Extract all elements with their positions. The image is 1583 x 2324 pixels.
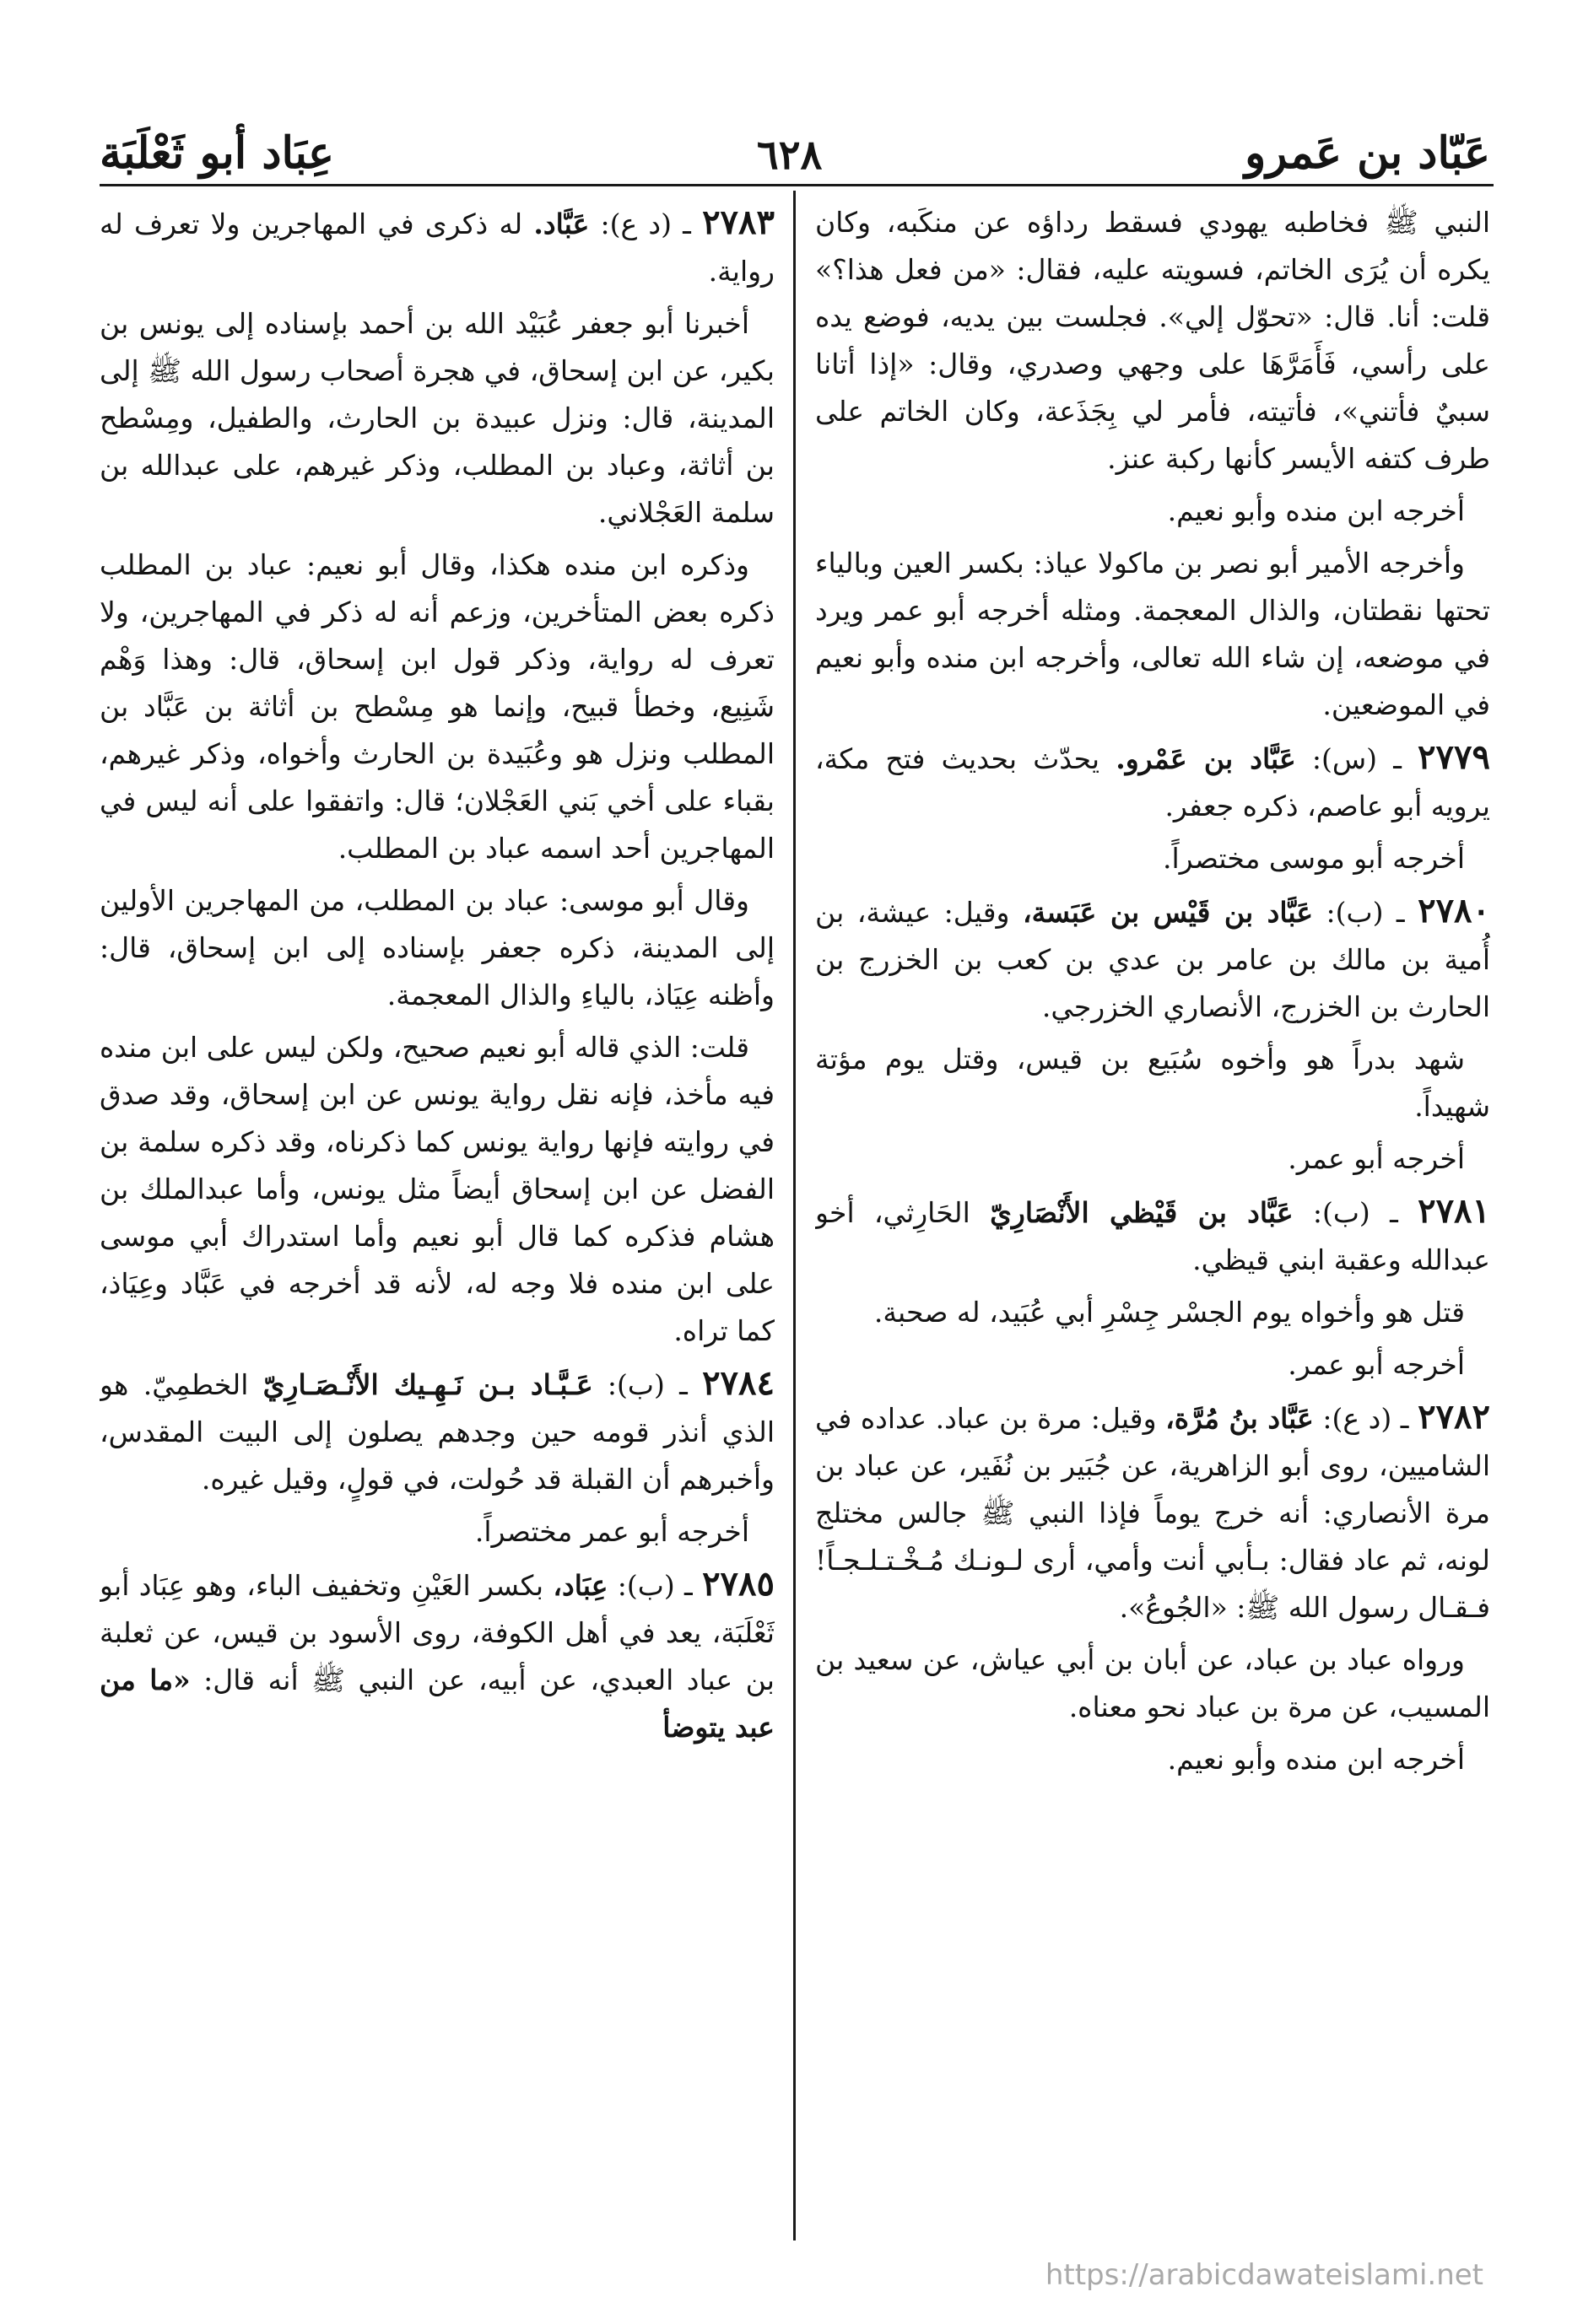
entry-number: ٢٧٨٣: [702, 202, 775, 242]
entry-text: يحدّث بحديث فتح مكة، يرويه أبو عاصم، ذكره جعفر.: [815, 742, 1490, 822]
page-header: [100, 100, 1490, 179]
paragraph: وقال أبو موسى: عباد بن المطلب، من المهاجرين الأولين إلى المدينة، ذكره جعفر بإسناده إلى ابن إسحاق، قال: وأظنه عِيَاذ، بالياءِ والذال المعجمة.: [100, 884, 775, 1011]
entry-code: ـ (س):: [1295, 742, 1418, 775]
entry-number: ٢٧٨٢: [1418, 1397, 1490, 1437]
running-head-left: عِبَاد أبو ثَعْلَبَة: [100, 127, 335, 179]
entry-text: الخطمِيّ. هو الذي أنذر قومه حين وجدهم يصلون إلى البيت المقدس، وأخبرهم أن القبلة قد حُولت، في قولٍ، وقيل غيره.: [100, 1368, 775, 1496]
source-note: أخرجه أبو عمر.: [1288, 1348, 1465, 1381]
entry-text: وقيل: عيشة، بن أُمية بن مالك بن عامر بن عدي بن كعب بن الخزرج بن الحارث بن الخزرج، الأنصاري الخزرجي.: [815, 896, 1490, 1023]
source-note: أخرجه ابن منده وأبو نعيم.: [1167, 1743, 1465, 1776]
entry-name: عَبَّاد بنُ مُرَّة،: [1165, 1402, 1314, 1435]
page-number: ٦٢٨: [756, 132, 823, 179]
entry-number: ٢٧٧٩: [1418, 737, 1490, 777]
source-note: أخرجه أبو عمر مختصراً.: [474, 1515, 749, 1548]
paragraph: النبي ﷺ فخاطبه يهودي فسقط رداؤه عن منكَبه، وكان يكره أن يُرَى الخاتم، فسويته عليه، فقال: «من فعل هذا؟» قلت: أنا. قال: «تحوّل إلي». فجلست بين يديه، فوضع يده على رأسي، فَأَمَرَّهَا على وجهي وصدري، وقال: «إذا أتانا سبيٌ فأتني»، فأتيته، فأمر لي بِجَذَعة، وكان الخاتم على طرف كتفه الأيسر كأنها ركبة عنز.: [815, 206, 1490, 475]
entry-2782: [815, 1394, 1490, 1631]
entry-name: عَبَّاد بن عَمْرو.: [1116, 742, 1296, 775]
entry-text: وقيل: مرة بن عباد. عداده في الشاميين، روى أبو الزاهرية، عن جُبَير بن نُفَير، عن عباد بن مرة الأنصاري: أنه خرج يوماً فإذا النبي ﷺ جالس مختلج لونه، ثم عاد فقال: بـأبي أنت وأمي، أرى لـونـك مُـخْـتـلـجـاً! فـقـال رسول الله ﷺ: «الجُوعُ».: [815, 1402, 1490, 1624]
entry-text: الحَارِثي، أخو عبدالله وعقبة ابني قيظي.: [815, 1196, 1490, 1276]
entry-code: ـ (ب):: [608, 1569, 703, 1602]
column-divider: [793, 191, 796, 2240]
entry-code: ـ (د ع):: [589, 208, 703, 240]
paragraph: شهد بدراً هو وأخوه سُبَيع بن قيس، وقتل يوم مؤتة شهيداً.: [815, 1043, 1490, 1123]
entry-code: ـ (د ع):: [1313, 1402, 1418, 1435]
entry-2779: [815, 734, 1490, 830]
entry-2780: [815, 887, 1490, 1031]
entry-number: ٢٧٨٥: [702, 1564, 775, 1604]
entry-number: ٢٧٨٤: [702, 1363, 775, 1403]
hadith-quote: «ما من عبد يتوضأ: [100, 1663, 775, 1744]
paragraph: قلت: الذي قاله أبو نعيم صحيح، ولكن ليس على ابن منده فيه مأخذ، فإنه نقل رواية يونس عن ابن إسحاق، وقد صدق في روايته فإنها رواية يونس كما ذكرناه، وقد ذكره سلمة بن الفضل عن ابن إسحاق أيضاً مثل يونس، وأما عبدالملك بن هشام فذكره كما قال أبو نعيم وأما استدراك أبي موسى على ابن منده فلا وجه له، لأنه قد أخرجه في عَبَّاد وعِيَاذ، كما تراه.: [100, 1031, 775, 1347]
entry-number: ٢٧٨٠: [1418, 891, 1490, 930]
entry-name: عَـبَّـاد بـن نَـهِـيك الأَنْـصَـارِيّ: [262, 1368, 593, 1401]
left-column: [100, 199, 775, 2240]
entry-name: عَبَّاد.: [533, 208, 590, 240]
source-note: أخرجه ابن منده وأبو نعيم.: [1167, 494, 1465, 527]
source-note: أخرجه أبو موسى مختصراً.: [1162, 842, 1465, 875]
entry-2784: [100, 1360, 775, 1503]
entry-name: عَبَّاد بن قَيْس بن عَبَسة،: [1022, 896, 1314, 929]
paragraph: قتل هو وأخواه يوم الجسْر جِسْرِ أبي عُبَيد، له صحبة.: [873, 1296, 1465, 1329]
entry-text: له ذكرى في المهاجرين ولا تعرف له رواية.: [100, 208, 775, 288]
entry-code: ـ (ب):: [1313, 896, 1418, 929]
paragraph: أخبرنا أبو جعفر عُبَيْد الله بن أحمد بإسناده إلى يونس بن بكير، عن ابن إسحاق، في هجرة أصحاب رسول الله ﷺ إلى المدينة، قال: ونزل عبيدة بن الحارث، والطفيل، ومِسْطح بن أثاثة، وعباد بن المطلب، وذكر غيرهم، على عبدالله بن سلمة العَجْلاني.: [100, 307, 775, 529]
entry-name: عَبَّاد بن قَيْظي الأَنْصَارِيّ: [990, 1196, 1294, 1229]
entry-2785: [100, 1561, 775, 1751]
entry-code: ـ (ب):: [592, 1368, 703, 1401]
entry-number: ٢٧٨١: [1418, 1191, 1490, 1231]
paragraph: وذكره ابن منده هكذا، وقال أبو نعيم: عباد بن المطلب ذكره بعض المتأخرين، وزعم أنه له ذكر في المهاجرين، ولا تعرف له رواية، وذكر قول ابن إسحاق، قال: وهذا وَهْم شَنِيع، وخطأ قبيح، وإنما هو مِسْطح بن أثاثة بن عَبَّاد بن المطلب ونزل هو وعُبَيدة بن الحارث وأخواه، وذكر غيرهم، بقباء على أخي بَني العَجْلان؛ قال: واتفقوا على أنه ليس في المهاجرين أحد اسمه عباد بن المطلب.: [100, 548, 775, 865]
entry-code: ـ (ب):: [1293, 1196, 1418, 1229]
header-rule: [100, 184, 1494, 186]
entry-2781: [815, 1188, 1490, 1284]
running-head-right: عَبّاد بن عَمرو: [1245, 127, 1490, 179]
paragraph: وأخرجه الأمير أبو نصر بن ماكولا عياذ: بكسر العين وبالياء تحتها نقطتان، والذال المعجمة. ومثله أخرجه أبو عمر ويرد في موضعه، إن شاء الله تعالى، وأخرجه ابن منده وأبو نعيم في الموضعين.: [815, 547, 1490, 721]
right-column: [815, 199, 1490, 2240]
paragraph: ورواه عباد بن عباد، عن أبان بن أبي عياش، عن سعيد بن المسيب، عن مرة بن عباد نحو معناه.: [815, 1643, 1490, 1723]
entry-text: بكسر العَيْنِ وتخفيف الباء، وهو عِبَاد أبو ثَعْلَبَة، يعد في أهل الكوفة، روى الأسود بن قيس، عن ثعلبة بن عباد العبدي، عن أبيه، عن النبي ﷺ أنه قال:: [100, 1569, 775, 1696]
entry-name: عِبَاد،: [553, 1569, 608, 1602]
entry-2783: [100, 199, 775, 295]
source-note: أخرجه أبو عمر.: [1288, 1142, 1465, 1175]
watermark-url: https://arabicdawateislami.net: [1045, 2258, 1483, 2292]
